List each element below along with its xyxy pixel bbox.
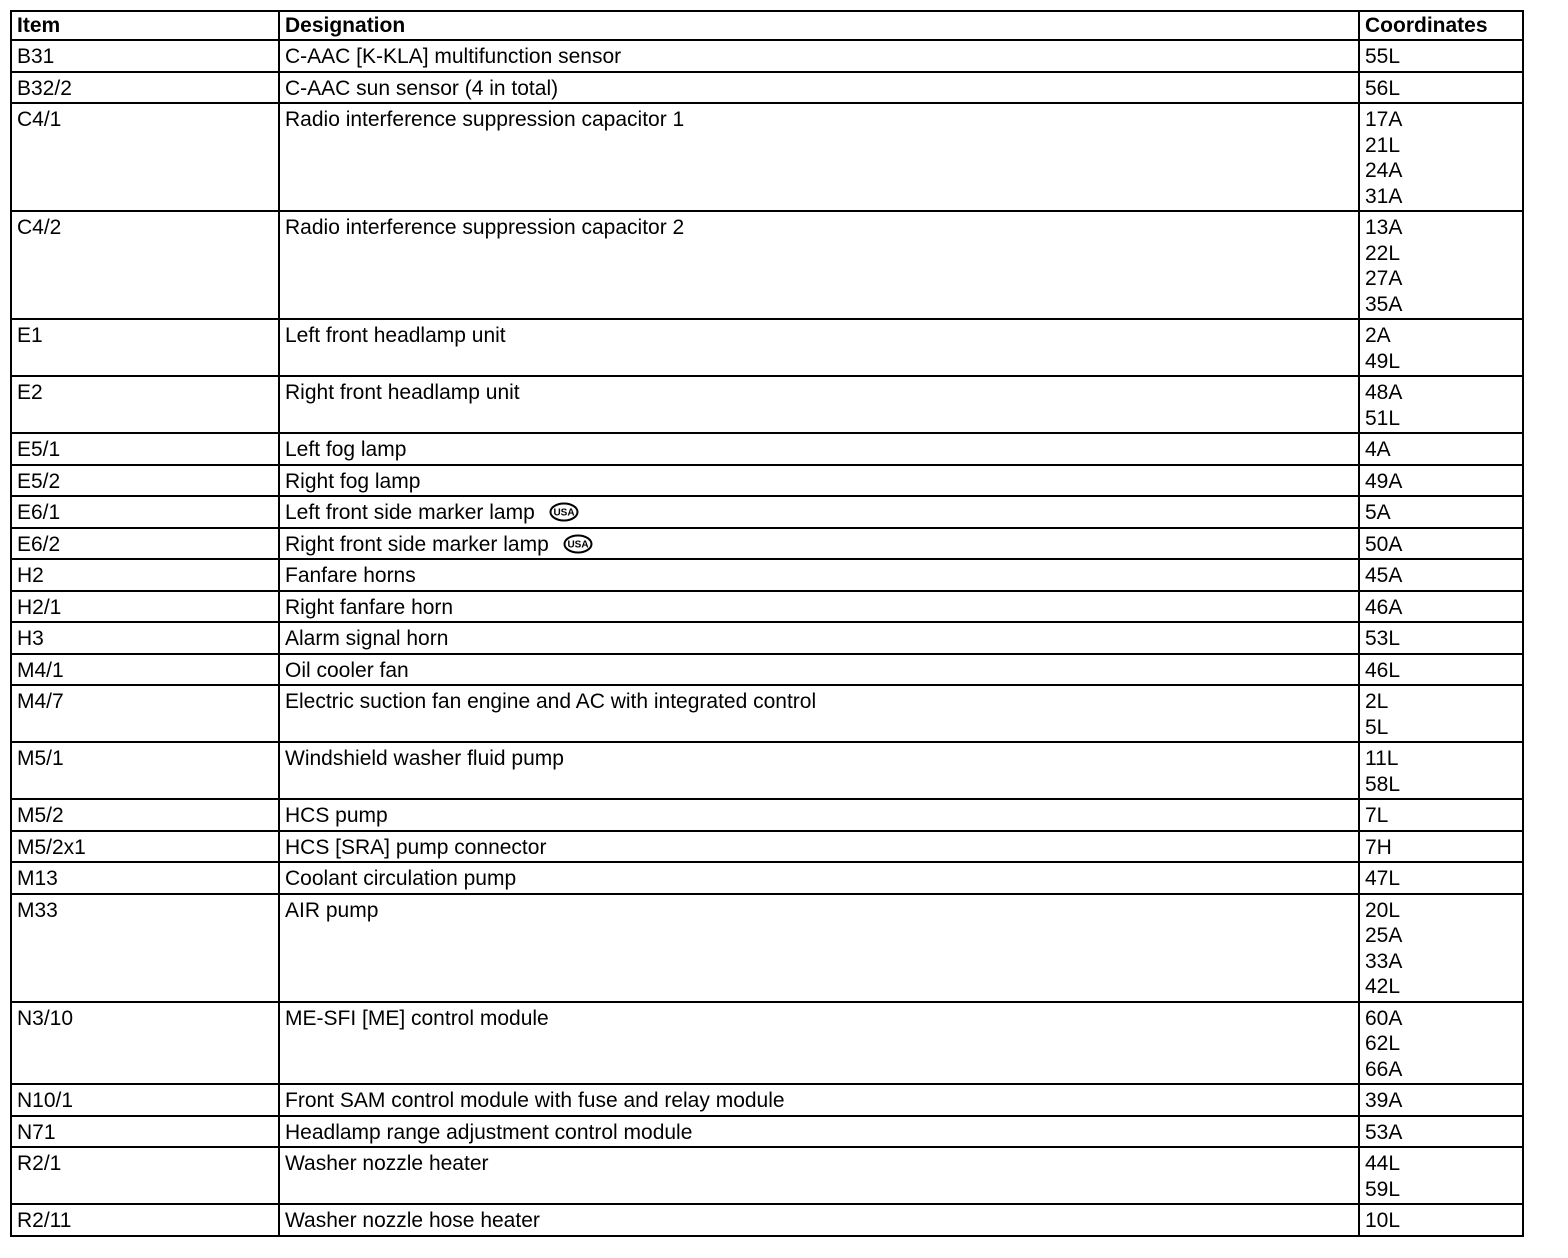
- table-row: [11, 376, 1523, 433]
- item-cell: R2/1: [11, 1147, 279, 1204]
- table-row: [11, 685, 1523, 742]
- table-row: [11, 211, 1523, 319]
- coordinate-value: 5A: [1365, 501, 1391, 524]
- coordinate-value: 4A: [1365, 438, 1391, 461]
- coordinate-value: 21L: [1365, 133, 1401, 157]
- table-row: [11, 528, 1523, 560]
- designation-cell: [279, 528, 1359, 560]
- coordinate-value: 50A: [1365, 532, 1403, 556]
- usa-version-icon: [563, 534, 593, 554]
- designation-text: Fanfare horns: [285, 564, 416, 587]
- coordinates-cell: [1359, 1002, 1523, 1085]
- designation-text: C-AAC [K-KLA] multifunction sensor: [285, 45, 622, 68]
- coordinates-cell: [1359, 831, 1523, 863]
- coordinate-value: 62L: [1365, 1032, 1401, 1055]
- designation-text: HCS pump: [285, 804, 388, 827]
- item-cell: M13: [11, 862, 279, 894]
- table-row: [11, 1002, 1523, 1085]
- coordinate-value: 58L: [1365, 772, 1401, 796]
- coordinates-cell: [1359, 685, 1523, 742]
- coordinate-value: 46L: [1365, 658, 1401, 682]
- coordinate-value: 45A: [1365, 564, 1403, 587]
- designation-cell: [279, 1116, 1359, 1148]
- coordinate-value: 53A: [1365, 1120, 1403, 1144]
- coordinate-value: 47L: [1365, 867, 1401, 890]
- designation-text: Alarm signal horn: [285, 627, 449, 650]
- designation-cell: [279, 742, 1359, 799]
- table-row: [11, 72, 1523, 104]
- coordinates-cell: [1359, 591, 1523, 623]
- designation-text: Front SAM control module with fuse and relay module: [285, 1089, 785, 1112]
- coordinate-value: 5L: [1365, 715, 1389, 739]
- item-cell: M33: [11, 894, 279, 1002]
- table-row: [11, 654, 1523, 686]
- designation-cell: [279, 496, 1359, 528]
- table-row: [11, 799, 1523, 831]
- designation-cell: [279, 72, 1359, 104]
- header-row: [11, 11, 1523, 40]
- coordinates-cell: [1359, 654, 1523, 686]
- table-row: [11, 831, 1523, 863]
- coordinates-cell: [1359, 894, 1523, 1002]
- coordinate-value: 11L: [1365, 747, 1399, 770]
- designation-text: Coolant circulation pump: [285, 867, 517, 890]
- item-cell: M5/1: [11, 742, 279, 799]
- coordinate-value: 60A: [1365, 1006, 1403, 1030]
- designation-text: Right fog lamp: [285, 469, 421, 493]
- item-cell: E5/2: [11, 465, 279, 497]
- designation-text: AIR pump: [285, 898, 379, 922]
- coordinates-column-header: Coordinates: [1359, 11, 1523, 40]
- item-cell: R2/11: [11, 1204, 279, 1236]
- designation-cell: [279, 799, 1359, 831]
- coordinate-value: 49L: [1365, 349, 1401, 373]
- designation-text: ME-SFI [ME] control module: [285, 1006, 549, 1030]
- usa-badge-text: USA: [553, 508, 575, 520]
- designation-cell: [279, 465, 1359, 497]
- coordinate-value: 2A: [1365, 324, 1391, 347]
- usa-badge-text: USA: [567, 539, 589, 551]
- designation-cell: [279, 103, 1359, 211]
- designation-text: Left front headlamp unit: [285, 324, 506, 347]
- designation-cell: [279, 1204, 1359, 1236]
- item-cell: N10/1: [11, 1084, 279, 1116]
- item-cell: H3: [11, 622, 279, 654]
- coordinates-cell: [1359, 559, 1523, 591]
- table-row: [11, 742, 1523, 799]
- table-row: [11, 1147, 1523, 1204]
- item-cell: E2: [11, 376, 279, 433]
- coordinate-value: 13A: [1365, 216, 1403, 239]
- coordinates-cell: [1359, 465, 1523, 497]
- designation-text: HCS [SRA] pump connector: [285, 835, 547, 859]
- designation-cell: [279, 831, 1359, 863]
- table-row: [11, 894, 1523, 1002]
- item-cell: C4/1: [11, 103, 279, 211]
- table-row: [11, 559, 1523, 591]
- table-row: [11, 433, 1523, 465]
- item-cell: C4/2: [11, 211, 279, 319]
- coordinate-value: 39A: [1365, 1089, 1403, 1112]
- designation-text: Right front headlamp unit: [285, 381, 520, 404]
- component-table: [10, 10, 1524, 1237]
- coordinates-cell: [1359, 319, 1523, 376]
- designation-text: Radio interference suppression capacitor 2: [285, 216, 685, 239]
- designation-text: Electric suction fan engine and AC with integrated control: [285, 690, 817, 713]
- designation-text: Headlamp range adjustment control module: [285, 1120, 693, 1144]
- item-cell: M4/7: [11, 685, 279, 742]
- item-cell: E6/2: [11, 528, 279, 560]
- coordinates-cell: [1359, 72, 1523, 104]
- coordinate-value: 7H: [1365, 835, 1392, 859]
- coordinates-cell: [1359, 1204, 1523, 1236]
- coordinate-value: 10L: [1365, 1209, 1401, 1232]
- designation-cell: [279, 591, 1359, 623]
- designation-text: Oil cooler fan: [285, 658, 409, 682]
- designation-text: Left front side marker lamp: [285, 501, 535, 524]
- coordinates-cell: [1359, 622, 1523, 654]
- designation-cell: [279, 1002, 1359, 1085]
- coordinates-cell: [1359, 433, 1523, 465]
- designation-cell: [279, 1084, 1359, 1116]
- coordinate-value: 17A: [1365, 108, 1403, 131]
- table-row: [11, 862, 1523, 894]
- coordinates-cell: [1359, 799, 1523, 831]
- item-cell: E5/1: [11, 433, 279, 465]
- coordinate-value: 33A: [1365, 949, 1403, 973]
- designation-cell: [279, 433, 1359, 465]
- item-cell: H2: [11, 559, 279, 591]
- table-header: [11, 11, 1523, 40]
- coordinates-cell: [1359, 1084, 1523, 1116]
- coordinate-value: 59L: [1365, 1177, 1401, 1201]
- coordinate-value: 35A: [1365, 292, 1403, 316]
- designation-text: Radio interference suppression capacitor 1: [285, 108, 685, 131]
- designation-text: Washer nozzle heater: [285, 1152, 489, 1175]
- item-cell: B32/2: [11, 72, 279, 104]
- designation-cell: [279, 1147, 1359, 1204]
- designation-cell: [279, 211, 1359, 319]
- table-row: [11, 103, 1523, 211]
- table-row: [11, 591, 1523, 623]
- table-row: [11, 622, 1523, 654]
- coordinate-value: 51L: [1365, 406, 1401, 430]
- item-cell: E1: [11, 319, 279, 376]
- coordinates-cell: [1359, 40, 1523, 72]
- coordinates-cell: [1359, 862, 1523, 894]
- designation-cell: [279, 319, 1359, 376]
- item-cell: E6/1: [11, 496, 279, 528]
- coordinate-value: 49A: [1365, 469, 1403, 493]
- coordinate-value: 22L: [1365, 241, 1401, 265]
- designation-text: Windshield washer fluid pump: [285, 747, 564, 770]
- coordinate-value: 42L: [1365, 975, 1401, 998]
- coordinates-cell: [1359, 496, 1523, 528]
- designation-text: Right fanfare horn: [285, 595, 454, 619]
- coordinate-value: 25A: [1365, 924, 1403, 947]
- item-cell: H2/1: [11, 591, 279, 623]
- designation-column-header: Designation: [279, 11, 1359, 40]
- designation-text: Left fog lamp: [285, 438, 407, 461]
- coordinate-value: 7L: [1365, 804, 1389, 827]
- coordinate-value: 44L: [1365, 1152, 1401, 1175]
- item-column-header: Item: [11, 11, 279, 40]
- coordinates-cell: [1359, 742, 1523, 799]
- coordinate-value: 56L: [1365, 76, 1401, 100]
- table-row: [11, 1084, 1523, 1116]
- table-row: [11, 1204, 1523, 1236]
- item-cell: B31: [11, 40, 279, 72]
- coordinates-cell: [1359, 211, 1523, 319]
- designation-cell: [279, 376, 1359, 433]
- table-row: [11, 1116, 1523, 1148]
- coordinate-value: 27A: [1365, 267, 1403, 290]
- coordinates-cell: [1359, 528, 1523, 560]
- designation-cell: [279, 622, 1359, 654]
- table-row: [11, 465, 1523, 497]
- component-legend: [10, 10, 1522, 1237]
- coordinates-cell: [1359, 1116, 1523, 1148]
- coordinate-value: 48A: [1365, 381, 1403, 404]
- designation-cell: [279, 559, 1359, 591]
- designation-text: C-AAC sun sensor (4 in total): [285, 76, 559, 100]
- table-body: [11, 40, 1523, 1236]
- coordinate-value: 53L: [1365, 627, 1401, 650]
- item-cell: N3/10: [11, 1002, 279, 1085]
- coordinates-cell: [1359, 103, 1523, 211]
- item-cell: M5/2: [11, 799, 279, 831]
- designation-cell: [279, 40, 1359, 72]
- table-row: [11, 496, 1523, 528]
- item-cell: M5/2x1: [11, 831, 279, 863]
- designation-cell: [279, 654, 1359, 686]
- coordinate-value: 2L: [1365, 690, 1389, 713]
- coordinates-cell: [1359, 1147, 1523, 1204]
- coordinate-value: 46A: [1365, 595, 1403, 619]
- designation-cell: [279, 894, 1359, 1002]
- designation-cell: [279, 862, 1359, 894]
- coordinates-cell: [1359, 376, 1523, 433]
- table-row: [11, 40, 1523, 72]
- designation-cell: [279, 685, 1359, 742]
- designation-text: Right front side marker lamp: [285, 532, 549, 556]
- coordinate-value: 20L: [1365, 898, 1401, 922]
- item-cell: M4/1: [11, 654, 279, 686]
- coordinate-value: 31A: [1365, 184, 1403, 208]
- usa-version-icon: [549, 502, 579, 522]
- table-row: [11, 319, 1523, 376]
- coordinate-value: 24A: [1365, 159, 1403, 182]
- designation-text: Washer nozzle hose heater: [285, 1209, 540, 1232]
- item-cell: N71: [11, 1116, 279, 1148]
- coordinate-value: 66A: [1365, 1057, 1403, 1081]
- coordinate-value: 55L: [1365, 45, 1401, 68]
